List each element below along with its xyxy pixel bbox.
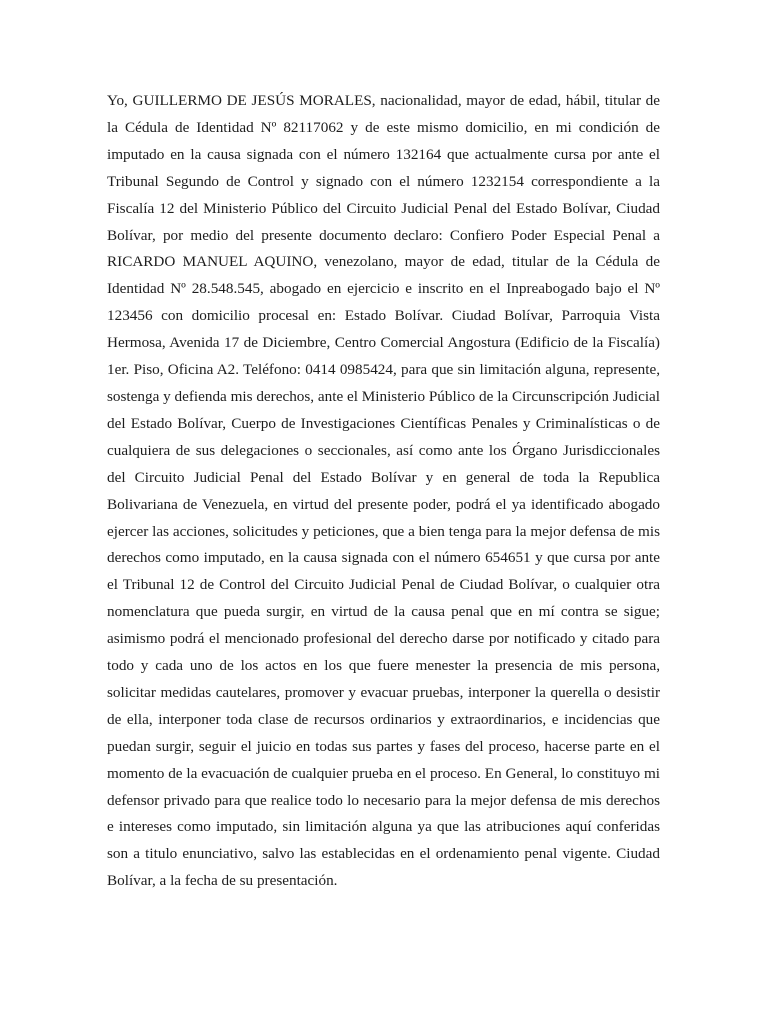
document-body-paragraph: Yo, GUILLERMO DE JESÚS MORALES, nacionalidad, mayor de edad, hábil, titular de la Cédula de Identidad Nº 82117062 y de este mismo domicilio, en mi condición de imputado en la causa signada con el número 132164 que actualmente cursa por ante el Tribunal Segundo de Control y signado con el número 1232154 correspondiente a la Fiscalía 12 del Ministerio Público del Circuito Judicial Penal del Estado Bolívar, Ciudad Bolívar, por medio del presente documento declaro: Confiero Poder Especial Penal a RICARDO MANUEL AQUINO, venezolano, mayor de edad, titular de la Cédula de Identidad Nº 28.548.545, abogado en ejercicio e inscrito en el Inpreabogado bajo el Nº 123456 con domicilio procesal en: Estado Bolívar. Ciudad Bolívar, Parroquia Vista Hermosa, Avenida 17 de Diciembre, Centro Comercial Angostura (Edificio de la Fiscalía) 1er. Piso, Oficina A2. Teléfono: 0414 0985424, para que sin limitación alguna, represente, sostenga y defienda mis derechos, ante el Ministerio Público de la Circunscripción Judicial del Estado Bolívar, Cuerpo de Investigaciones Científicas Penales y Criminalísticas o de cualquiera de sus delegaciones o seccionales, así como ante los Órgano Jurisdiccionales del Circuito Judicial Penal del Estado Bolívar y en general de toda la Republica Bolivariana de Venezuela, en virtud del presente poder, podrá el ya identificado abogado ejercer las acciones, solicitudes y peticiones, que a bien tenga para la mejor defensa de mis derechos como imputado, en la causa signada con el número 654651 y que cursa por ante el Tribunal 12 de Control del Circuito Judicial Penal de Ciudad Bolívar, o cualquier otra nomenclatura que pueda surgir, en virtud de la causa penal que en mí contra se sigue; asimismo podrá el mencionado profesional del derecho darse por notificado y citado para todo y cada uno de los actos en los que fuere menester la presencia de mis persona, solicitar medidas cautelares, promover y evacuar pruebas, interponer la querella o desistir de ella, interponer toda clase de recursos ordinarios y extraordinarios, e incidencias que puedan surgir, seguir el juicio en todas sus partes y fases del proceso, hacerse parte en el momento de la evacuación de cualquier prueba en el proceso. En General, lo constituyo mi defensor privado para que realice todo lo necesario para la mejor defensa de mis derechos e intereses como imputado, sin limitación alguna ya que las atribuciones aquí conferidas son a titulo enunciativo, salvo las establecidas en el ordenamiento penal vigente. Ciudad Bolívar, a la fecha de su presentación.: [107, 92, 660, 890]
